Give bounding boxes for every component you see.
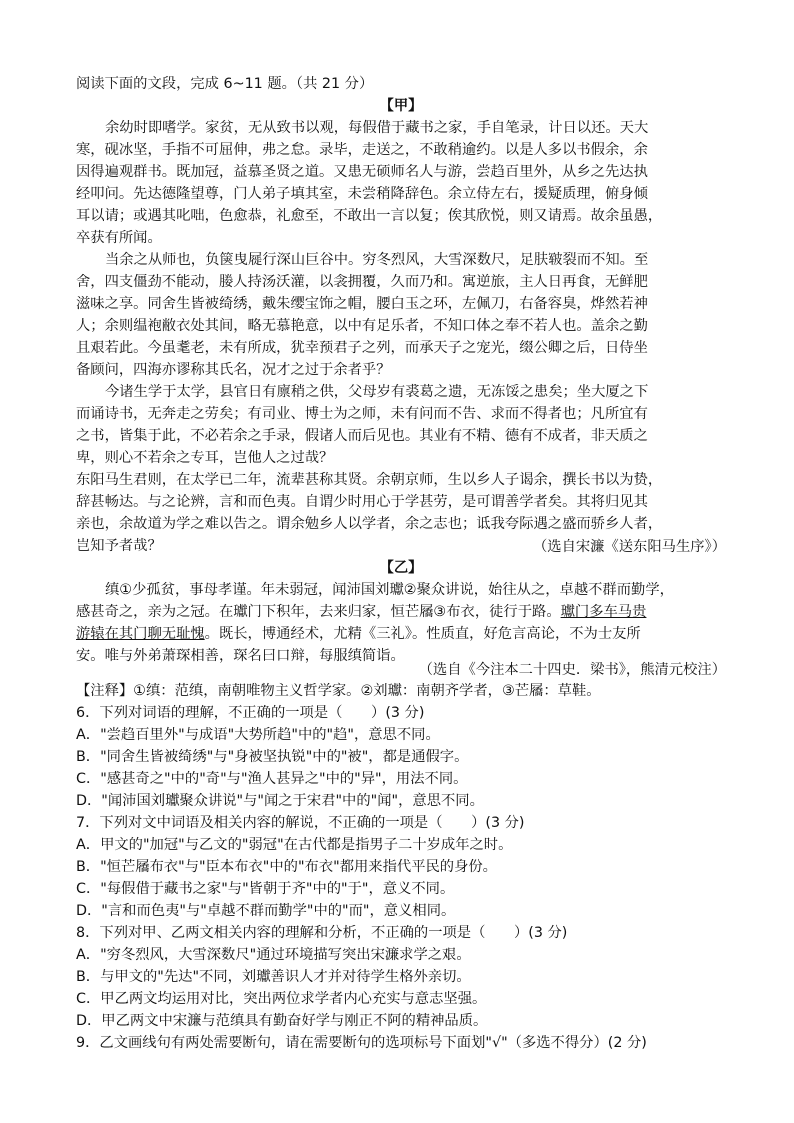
jia-line: 经叩问。先达德隆望尊，门人弟子填其室，未尝稍降辞色。余立侍左右，援疑质理，俯身倾 [76, 186, 648, 202]
option: B．"恒芒屩布衣"与"臣本布衣"中的"布衣"都用来指代平民的身份。 [76, 859, 497, 875]
underlined-sentence: 游辕在其门聊无耻愧 [76, 626, 205, 642]
jia-line: 而诵诗书，无奔走之劳矣；有司业、博士为之师，未有问而不告、求而不得者也；凡所宜有 [76, 406, 648, 422]
jia-line: 滋味之享。同舍生皆被绮绣，戴朱缨宝饰之帽，腰白玉之环，左佩刀，右备容臭，烨然若神 [76, 296, 648, 312]
jia-line: 因得遍观群书。既加冠，益慕圣贤之道。又患无硕师名人与游，尝趋百里外，从乡之先达执 [76, 164, 648, 180]
jia-line: 备顾问，四海亦谬称其氏名，况才之过于余者乎？ [76, 362, 391, 378]
jia-line: 之书，皆集于此，不必若余之手录，假诸人而后见也。其业有不精、德有不成者，非天质之 [76, 428, 648, 444]
option: A．甲文的"加冠"与乙文的"弱冠"在古代都是指男子二十岁成年之时。 [76, 837, 513, 853]
option: C．"每假借于藏书之家"与"皆朝于齐"中的"于"，意义不同。 [76, 881, 455, 897]
question-8: 8．下列对甲、乙两文相关内容的理解和分析，不正确的一项是（ ）(3 分) [76, 925, 568, 941]
jia-line: 舍，四支僵劲不能动，媵人持汤沃灌，以衾拥覆，久而乃和。寓逆旅，主人日再食，无鲜肥 [76, 274, 648, 290]
option: D．"闻沛国刘瓛聚众讲说"与"闻之于宋君"中的"闻"，意思不同。 [76, 793, 484, 809]
section-yi-title: 【乙】 [379, 560, 423, 576]
option: B．"同舍生皆被绮绣"与"身被坚执锐"中的"被"，都是通假字。 [76, 749, 469, 765]
option: C．"感甚奇之"中的"奇"与"渔人甚异之"中的"异"，用法不同。 [76, 771, 468, 787]
option: D．"言和而色夷"与"卓越不群而勤学"中的"而"，意义相同。 [76, 903, 456, 919]
option: B．与甲文的"先达"不同，刘瓛善识人才并对待学生格外亲切。 [76, 969, 471, 985]
jia-line: 余幼时即嗜学。家贫，无从致书以观，每假借于藏书之家，手自笔录，计日以还。天大 [105, 120, 649, 136]
yi-text: 。既长，博通经术，尤精《三礼》。性质直，好危言高论，不为士友所 [204, 626, 641, 642]
option: C．甲乙两文均运用对比，突出两位求学者内心充实与意志坚强。 [76, 991, 487, 1007]
jia-line: 寒，砚冰坚，手指不可屈伸，弗之怠。录毕，走送之，不敢稍逾约。以是人多以书假余，余 [76, 142, 648, 158]
yi-line: 安。唯与外弟萧琛相善，琛名曰口辩，每服缜简诣。 [76, 648, 405, 664]
jia-line: 且艰若此。今虽耄老，未有所成，犹幸预君子之列，而承天子之宠光，缀公卿之后，日侍坐 [76, 340, 648, 356]
yi-line [76, 624, 641, 644]
jia-line: 东阳马生君则，在太学已二年，流辈甚称其贤。余朝京师，生以乡人子谒余，撰长书以为贽， [76, 472, 663, 488]
intro-text: 阅读下面的文段，完成 6~11 题。（共 21 分） [76, 76, 374, 92]
jia-line: 亲也，余故道为学之难以告之。谓余勉乡人以学者，余之志也；诋我夸际遇之盛而骄乡人者， [76, 516, 663, 532]
question-6: 6．下列对词语的理解，不正确的一项是（ ）(3 分) [76, 705, 425, 721]
jia-line: 辞甚畅达。与之论辨，言和而色夷。自谓少时用心于学甚劳，是可谓善学者矣。其将归见其 [76, 494, 648, 510]
jia-line: 今诸生学于太学，县官日有廪稍之供，父母岁有裘葛之遗，无冻馁之患矣；坐大厦之下 [105, 384, 649, 400]
question-7: 7．下列对文中词语及相关内容的解说，不正确的一项是（ ）(3 分) [76, 815, 525, 831]
yi-source: （选自《今注本二十四史．梁书》，熊清元校注） [418, 662, 726, 678]
section-jia-title: 【甲】 [379, 98, 423, 114]
jia-line: 当余之从师也，负箧曳屣行深山巨谷中。穷冬烈风，大雪深数尺，足肤皲裂而不知。至 [105, 252, 649, 268]
option: A．"尝趋百里外"与成语"大势所趋"中的"趋"，意思不同。 [76, 727, 440, 743]
jia-line: 岂知予者哉？ [76, 538, 162, 554]
jia-line: 卑，则心不若余之专耳，岂他人之过哉？ [76, 450, 334, 466]
jia-line: 卒获有所闻。 [76, 230, 162, 246]
option: D．甲乙两文中宋濂与范缜具有勤奋好学与刚正不阿的精神品质。 [76, 1013, 488, 1029]
yi-line: 缜①少孤贫，事母孝谨。年未弱冠，闻沛国刘瓛②聚众讲说，始往从之，卓越不群而勤学， [105, 582, 674, 598]
option: A．"穷冬烈风，大雪深数尺"通过环境描写突出宋濂求学之艰。 [76, 947, 471, 963]
notes: 【注释】①缜：范缜，南朝唯物主义哲学家。②刘瓛：南朝齐学者，③芒屩：草鞋。 [76, 683, 601, 699]
yi-text: 感甚奇之，亲为之冠。在瓛门下积年，去来归家，恒芒屩③布衣，徒行于路。 [76, 604, 561, 620]
jia-line: 人；余则缊袍敝衣处其间，略无慕艳意，以中有足乐者，不知口体之奉不若人也。盖余之勤 [76, 318, 648, 334]
jia-line: 耳以请；或遇其叱咄，色愈恭，礼愈至，不敢出一言以复；俟其欣悦，则又请焉。故余虽愚， [76, 208, 663, 224]
yi-line [76, 602, 646, 622]
jia-source: （选自宋濂《送东阳马生序》） [532, 539, 726, 555]
question-9: 9．乙文画线句有两处需要断句，请在需要断句的选项标号下面划"√"（多选不得分）(2 分) [76, 1035, 647, 1051]
underlined-sentence: 瓛门多车马贵 [560, 604, 647, 620]
